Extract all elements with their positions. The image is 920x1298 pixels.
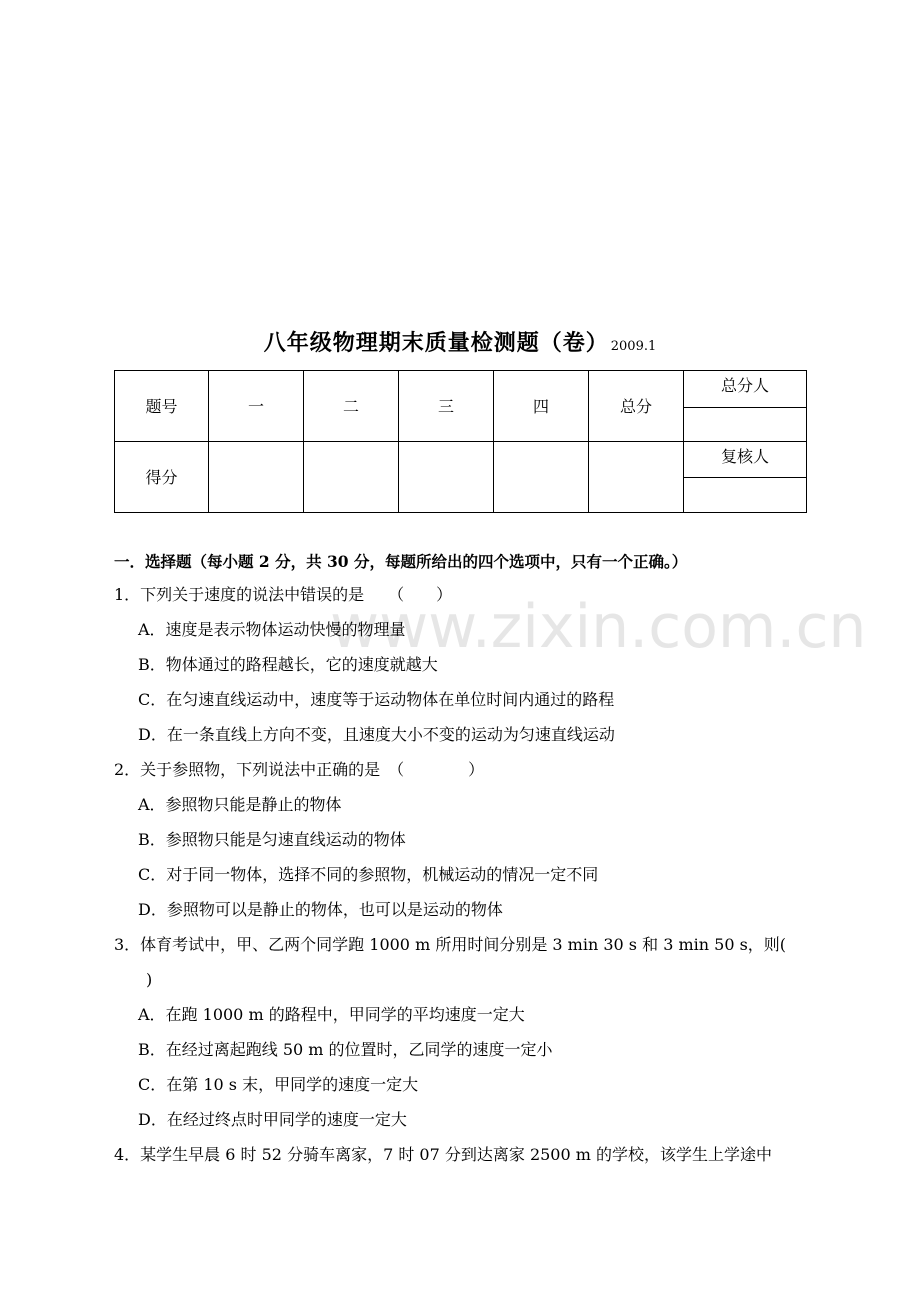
- option-item: A．速度是表示物体运动快慢的物理量: [138, 620, 406, 639]
- question-stem: 3．体育考试中，甲、乙两个同学跑 1000 m 所用时间分别是 3 min 30 s 和 3 min 50 s，则(: [114, 935, 787, 954]
- score-cell-3: [399, 441, 494, 512]
- option-item: D．在一条直线上方向不变，且速度大小不变的运动为匀速直线运动: [138, 725, 615, 744]
- question-stem: 4．某学生早晨 6 时 52 分骑车离家，7 时 07 分到达离家 2500 m 的学校，该学生上学途中: [114, 1145, 773, 1164]
- page-title: 八年级物理期末质量检测题（卷）: [263, 330, 609, 356]
- total-scorer-label: 总分人: [684, 371, 807, 408]
- column-header-total: 总分: [589, 371, 684, 442]
- score-cell-1: [209, 441, 304, 512]
- option-item: D．参照物可以是静止的物体，也可以是运动的物体: [138, 900, 503, 919]
- question-stem: 1．下列关于速度的说法中错误的是 （ ）: [114, 585, 453, 604]
- score-cell-total: [589, 441, 684, 512]
- option-item: C．在第 10 s 末，甲同学的速度一定大: [138, 1075, 419, 1094]
- column-header-2: 二: [304, 371, 399, 442]
- option-item: B．在经过离起跑线 50 m 的位置时，乙同学的速度一定小: [138, 1040, 553, 1059]
- option-item: D．在经过终点时甲同学的速度一定大: [138, 1110, 407, 1129]
- column-header-3: 三: [399, 371, 494, 442]
- row-label-question-number: 题号: [115, 371, 209, 442]
- question-stem: 2．关于参照物，下列说法中正确的是 （ ）: [114, 760, 485, 779]
- option-item: A．参照物只能是静止的物体: [138, 795, 342, 814]
- exam-date: 2009.1: [610, 339, 657, 354]
- reviewer-label: 复核人: [684, 441, 807, 478]
- watermark: www.zixin.com.cn: [330, 592, 867, 662]
- option-item: C．在匀速直线运动中，速度等于运动物体在单位时间内通过的路程: [138, 690, 615, 709]
- option-item: B．参照物只能是匀速直线运动的物体: [138, 830, 406, 849]
- row-label-score: 得分: [115, 441, 209, 512]
- score-table: [114, 370, 807, 513]
- total-scorer-cell: [684, 407, 807, 441]
- score-cell-4: [494, 441, 589, 512]
- question-stem-continuation: ): [146, 970, 153, 989]
- column-header-1: 一: [209, 371, 304, 442]
- column-header-4: 四: [494, 371, 589, 442]
- option-item: B．物体通过的路程越长，它的速度就越大: [138, 655, 438, 674]
- section-heading: 一．选择题（每小题 2 分，共 30 分，每题所给出的四个选项中，只有一个正确。）: [114, 552, 688, 571]
- score-cell-2: [304, 441, 399, 512]
- option-item: A．在跑 1000 m 的路程中，甲同学的平均速度一定大: [138, 1005, 525, 1024]
- reviewer-cell: [684, 478, 807, 513]
- title-row: [0, 326, 920, 366]
- option-item: C．对于同一物体，选择不同的参照物，机械运动的情况一定不同: [138, 865, 599, 884]
